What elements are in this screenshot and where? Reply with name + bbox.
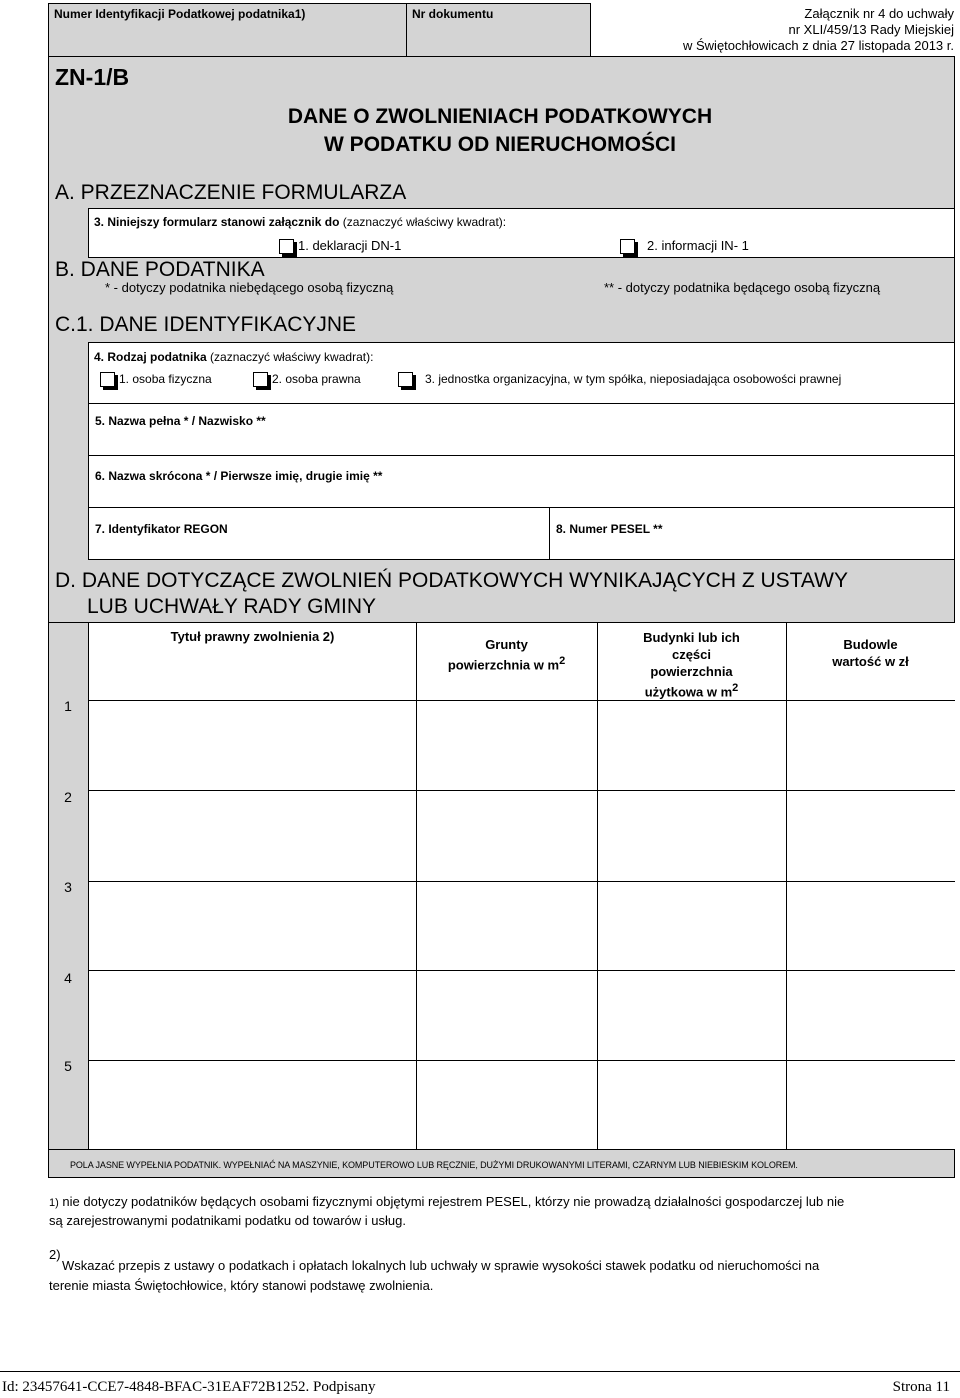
form-title-line-1: DANE O ZWOLNIENIACH PODATKOWYCH — [287, 105, 713, 128]
option-in1-label: 2. informacji IN- 1 — [647, 238, 749, 253]
option-in1[interactable] — [620, 238, 749, 254]
checkbox-dn1[interactable] — [279, 239, 294, 254]
col-header-buildings-sup: 2 — [732, 682, 739, 694]
checkbox-organizational-unit[interactable] — [398, 372, 413, 387]
section-b-title: B. DANE PODATNIKA — [55, 258, 265, 281]
section-a-title: A. PRZEZNACZENIE FORMULARZA — [55, 181, 407, 204]
annex-line-1: Załącznik nr 4 do uchwały — [804, 6, 954, 21]
field-8-box[interactable] — [549, 507, 955, 560]
field-7-box[interactable] — [88, 507, 550, 560]
form-title-line-2: W PODATKU OD NIERUCHOMOŚCI — [324, 133, 676, 156]
table-grid — [88, 623, 955, 1149]
row-number-3: 3 — [64, 879, 72, 895]
section-d-title-line-1: D. DANE DOTYCZĄCE ZWOLNIEŃ PODATKOWYCH WYNIKAJĄCYCH Z USTAWY — [55, 569, 848, 592]
footnote-1-line-1 — [49, 1193, 954, 1212]
footer-page-number: Strona 11 — [892, 1379, 950, 1395]
col-header-buildings-line-4 — [597, 680, 786, 700]
field-7-label: 7. Identyfikator REGON — [95, 522, 228, 536]
option-dn1[interactable] — [279, 238, 401, 254]
checkbox-in1[interactable] — [620, 239, 635, 254]
col-header-buildings-unit: użytkowa w m — [644, 684, 733, 700]
doc-number-box[interactable] — [406, 3, 591, 57]
field-4-label-hint: (zaznaczyć właściwy kwadrat): — [210, 350, 374, 364]
footnote-2-mark: 2) — [49, 1247, 61, 1262]
row-number-4: 4 — [64, 970, 72, 986]
annex-note — [683, 6, 954, 54]
field-3-label — [94, 215, 506, 229]
col-header-land-line-2 — [416, 653, 597, 673]
footer-rule — [0, 1371, 960, 1372]
note-natural-person: ** - dotyczy podatnika będącego osobą fizyczną — [604, 280, 881, 295]
form-code: ZN-1/B — [55, 64, 130, 90]
field-5-label: 5. Nazwa pełna * / Nazwisko ** — [95, 414, 266, 428]
col-header-structures — [786, 636, 955, 670]
footnote-2-line-1: Wskazać przepis z ustawy o podatkach i opłatach lokalnych lub uchwały w sprawie wysokości stawek podatku od nieruchomości na — [62, 1258, 820, 1273]
option-legal-person-label: 2. osoba prawna — [272, 372, 361, 386]
option-natural-person-label: 1. osoba fizyczna — [119, 372, 212, 386]
option-dn1-label: 1. deklaracji DN-1 — [298, 238, 402, 253]
field-8-label: 8. Numer PESEL ** — [556, 522, 663, 536]
col-header-land — [416, 636, 597, 673]
checkbox-natural-person[interactable] — [100, 372, 115, 387]
section-d-title-line-2: LUB UCHWAŁY RADY GMINY — [87, 595, 377, 618]
field-5-box[interactable] — [88, 403, 955, 456]
row-number-1: 1 — [64, 698, 72, 714]
footnote-1-line-2: są zarejestrowanymi podatnikami podatku od towarów i usług. — [49, 1213, 406, 1228]
footnote-1-text: nie dotyczy podatników będących osobami fizycznymi objętymi rejestrem PESEL, którzy nie prowadzą działalności gospodarczej lub nie — [62, 1194, 845, 1209]
nip-box[interactable] — [48, 3, 407, 57]
col-header-structures-line-2: wartość w zł — [832, 654, 909, 669]
note-non-natural-person: * - dotyczy podatnika niebędącego osobą fizyczną — [105, 280, 394, 295]
form-title — [240, 103, 760, 159]
field-4-label-main: 4. Rodzaj podatnika — [94, 350, 207, 364]
row-number-5: 5 — [64, 1058, 72, 1074]
col-header-buildings-line-1: Budynki lub ich — [643, 630, 740, 645]
option-natural-person[interactable] — [100, 372, 212, 387]
col-header-buildings — [597, 629, 786, 700]
field-3-label-main: 3. Niniejszy formularz stanowi załącznik do — [94, 215, 340, 229]
col-header-legal-title: Tytuł prawny zwolnienia 2) — [170, 629, 335, 644]
col-header-land-line-1: Grunty — [485, 637, 528, 652]
section-d-title — [55, 568, 848, 620]
footer-doc-id: Id: 23457641-CCE7-4848-BFAC-31EAF72B1252. Podpisany — [2, 1379, 376, 1395]
annex-line-2: nr XLI/459/13 Rady Miejskiej — [788, 22, 954, 37]
option-organizational-unit-label: 3. jednostka organizacyjna, w tym spółka, nieposiadająca osobowości prawnej — [425, 372, 842, 386]
footnote-1 — [49, 1193, 954, 1230]
row-numbers-column — [49, 623, 87, 1149]
col-header-buildings-line-2: części — [671, 647, 712, 662]
field-3-label-hint: (zaznaczyć właściwy kwadrat): — [342, 215, 507, 229]
footnote-2 — [49, 1247, 954, 1293]
row-number-2: 2 — [64, 789, 72, 805]
exemptions-table — [48, 622, 955, 1150]
col-header-structures-line-1: Budowle — [843, 637, 898, 652]
section-c-title: C.1. DANE IDENTYFIKACYJNE — [55, 313, 357, 336]
col-header-land-sup: 2 — [559, 655, 566, 667]
fill-instruction: POLA JASNE WYPEŁNIA PODATNIK. WYPEŁNIAĆ NA MASZYNIE, KOMPUTEROWO LUB RĘCZNIE, DUŻYMI DRUKOWANYMI LITERAMI, CZARNYM LUB NIEBIESKIM KOLOREM. — [70, 1160, 798, 1170]
col-header-land-unit: powierzchnia w m — [447, 657, 560, 673]
checkbox-legal-person[interactable] — [253, 372, 268, 387]
footnote-1-mark: 1) — [49, 1197, 59, 1209]
nip-label: Numer Identyfikacji Podatkowej podatnika1) — [54, 7, 306, 21]
option-legal-person[interactable] — [253, 372, 361, 387]
option-organizational-unit[interactable] — [398, 372, 841, 387]
field-6-label: 6. Nazwa skrócona * / Pierwsze imię, drugie imię ** — [95, 469, 383, 483]
field-6-box[interactable] — [88, 455, 955, 508]
col-header-buildings-line-3: powierzchnia — [650, 664, 733, 679]
footnote-2-line-2: terenie miasta Świętochłowice, który stanowi podstawę zwolnienia. — [49, 1278, 434, 1293]
doc-number-label: Nr dokumentu — [412, 7, 494, 21]
field-4-label — [94, 350, 373, 364]
annex-line-3: w Świętochłowicach z dnia 27 listopada 2013 r. — [683, 38, 954, 53]
